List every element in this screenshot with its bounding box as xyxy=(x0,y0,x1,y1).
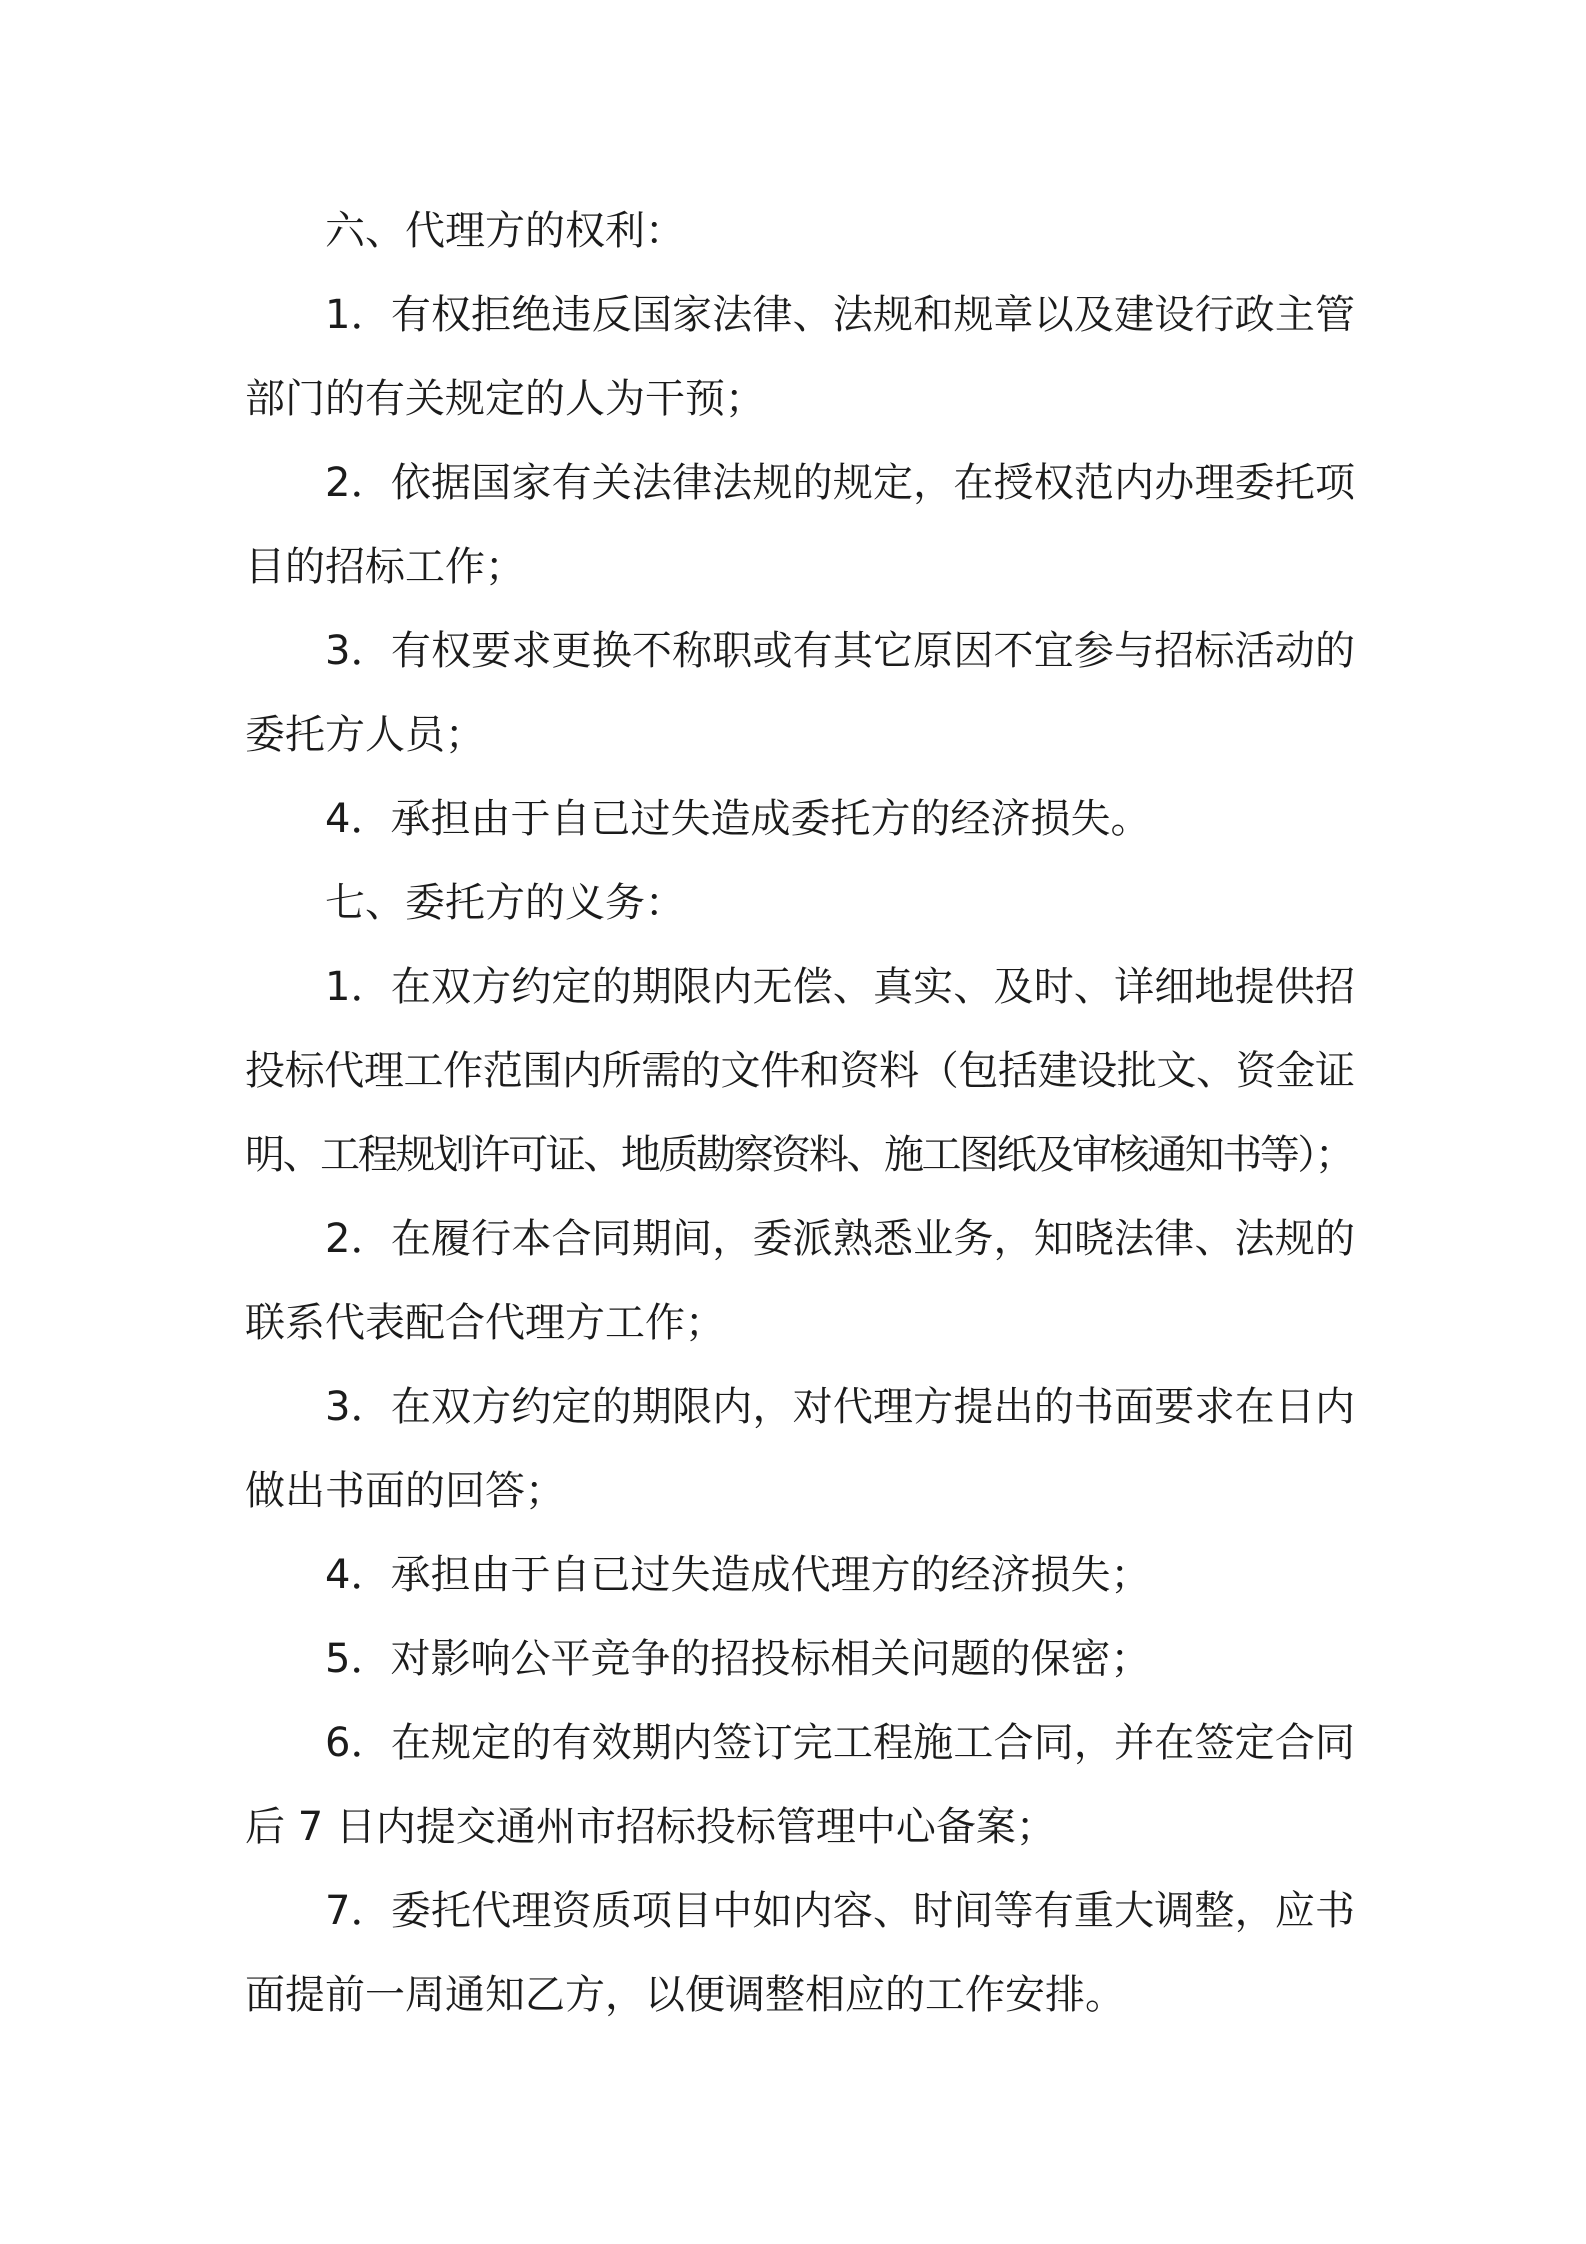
text-line xyxy=(245,1617,1355,1701)
paragraph-client-obligation-1 xyxy=(245,945,1355,1197)
text-line xyxy=(245,1365,1355,1449)
line-text: 4．承担由于自已过失造成代理方的经济损失； xyxy=(325,1552,1151,1598)
line-text: 委托方人员； xyxy=(245,712,485,758)
line-text: 5．对影响公平竞争的招投标相关问题的保密； xyxy=(325,1636,1151,1682)
line-text: 2．依据国家有关法律法规的规定，在授权范内办理委托项 xyxy=(325,460,1356,506)
line-text: 1．在双方约定的期限内无偿、真实、及时、详细地提供招 xyxy=(325,964,1356,1010)
line-text: 3．在双方约定的期限内，对代理方提出的书面要求在日内 xyxy=(325,1384,1356,1430)
text-line xyxy=(245,945,1355,1029)
text-line xyxy=(245,1113,1355,1197)
paragraph-client-obligation-6 xyxy=(245,1701,1355,1869)
section-heading-agent-rights xyxy=(245,189,1355,273)
line-text: 投标代理工作范围内所需的文件和资料（包括建设批文、资金证 xyxy=(245,1048,1355,1094)
text-line xyxy=(245,1449,1355,1533)
paragraph-agent-right-4 xyxy=(245,777,1355,861)
paragraph-agent-right-3 xyxy=(245,609,1355,777)
text-line xyxy=(245,357,1355,441)
line-text: 部门的有关规定的人为干预； xyxy=(245,376,765,422)
line-text: 明、工程规划许可证、地质勘察资料、施工图纸及审核通知书等）； xyxy=(245,1132,1353,1178)
line-text: 联系代表配合代理方工作； xyxy=(245,1300,725,1346)
paragraph-client-obligation-5 xyxy=(245,1617,1355,1701)
line-text: 六、代理方的权利： xyxy=(325,208,685,254)
line-text: 2．在履行本合同期间，委派熟悉业务，知晓法律、法规的 xyxy=(325,1216,1356,1262)
paragraph-client-obligation-3 xyxy=(245,1365,1355,1533)
line-text: 3．有权要求更换不称职或有其它原因不宜参与招标活动的 xyxy=(325,628,1356,674)
line-text: 4．承担由于自已过失造成委托方的经济损失。 xyxy=(325,796,1151,842)
text-line xyxy=(245,777,1355,861)
text-line xyxy=(245,609,1355,693)
paragraph-agent-right-1 xyxy=(245,273,1355,441)
text-line xyxy=(245,273,1355,357)
text-line xyxy=(245,1953,1355,2037)
text-line xyxy=(245,525,1355,609)
line-text: 1．有权拒绝违反国家法律、法规和规章以及建设行政主管 xyxy=(325,292,1356,338)
text-line xyxy=(245,693,1355,777)
paragraph-client-obligation-2 xyxy=(245,1197,1355,1365)
text-line xyxy=(245,1701,1355,1785)
line-text: 做出书面的回答； xyxy=(245,1468,565,1514)
line-text: 7．委托代理资质项目中如内容、时间等有重大调整，应书 xyxy=(325,1888,1356,1934)
line-text: 面提前一周通知乙方，以便调整相应的工作安排。 xyxy=(245,1972,1125,2018)
text-line xyxy=(245,1533,1355,1617)
text-line xyxy=(245,1029,1355,1113)
line-text: 6．在规定的有效期内签订完工程施工合同，并在签定合同 xyxy=(325,1720,1356,1766)
text-line xyxy=(245,1197,1355,1281)
text-line xyxy=(245,1869,1355,1953)
text-line xyxy=(245,1281,1355,1365)
line-text: 目的招标工作； xyxy=(245,544,525,590)
text-line xyxy=(245,441,1355,525)
section-heading-client-obligations xyxy=(245,861,1355,945)
line-text: 七、委托方的义务： xyxy=(325,880,685,926)
paragraph-agent-right-2 xyxy=(245,441,1355,609)
line-text: 后 7 日内提交通州市招标投标管理中心备案； xyxy=(245,1804,1056,1850)
paragraph-client-obligation-7 xyxy=(245,1869,1355,2037)
document-page xyxy=(245,189,1355,2037)
text-line xyxy=(245,1785,1355,1869)
paragraph-client-obligation-4 xyxy=(245,1533,1355,1617)
text-line xyxy=(245,189,1355,273)
text-line xyxy=(245,861,1355,945)
